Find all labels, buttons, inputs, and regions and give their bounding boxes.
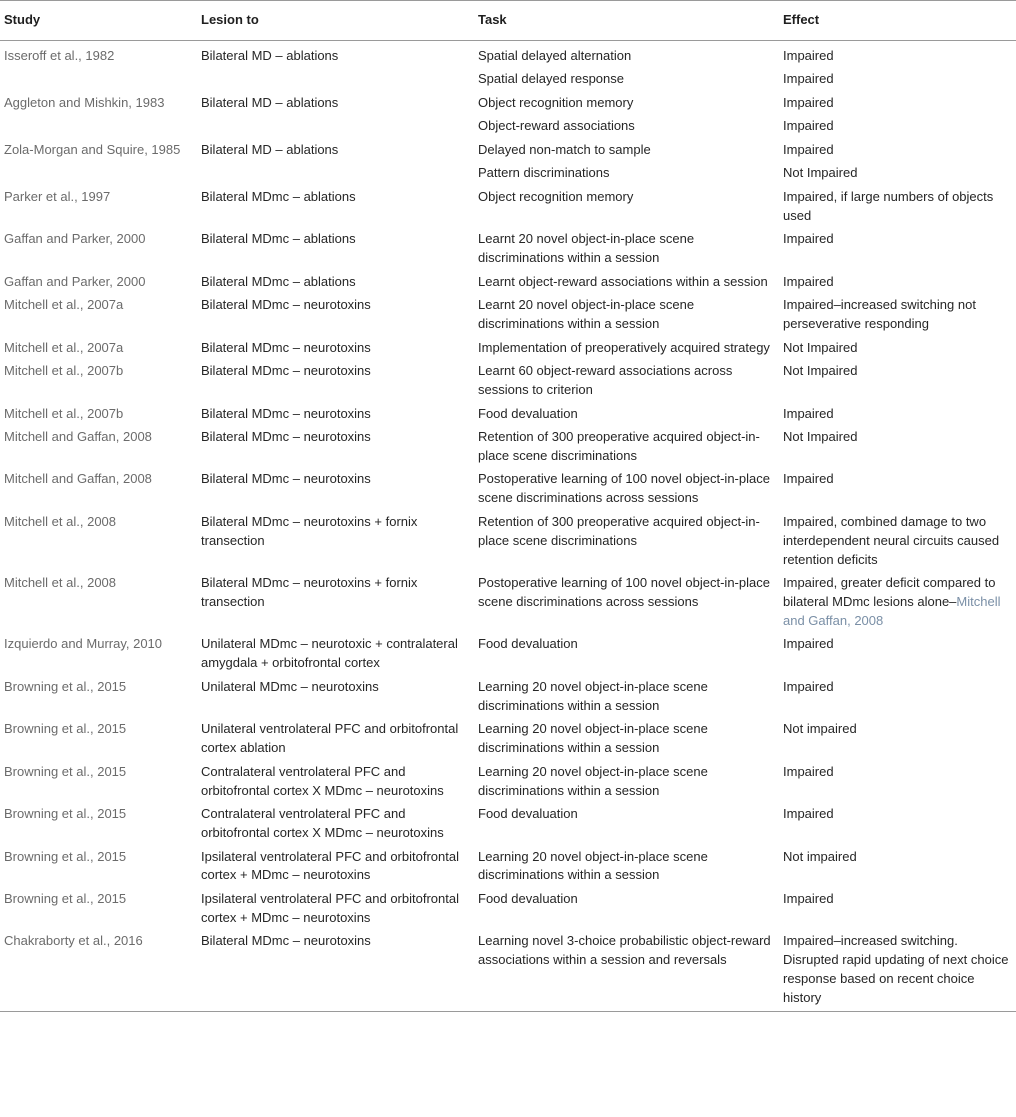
table-row	[0, 40, 1016, 68]
cell-task	[474, 228, 779, 270]
table-row	[0, 186, 1016, 228]
cell-effect	[779, 186, 1016, 228]
table-row	[0, 426, 1016, 468]
table-row	[0, 468, 1016, 510]
cell-effect	[779, 162, 1016, 186]
cell-effect	[779, 930, 1016, 1011]
cell-task-text: Learning 20 novel object-in-place scene discriminations within a session	[478, 848, 708, 883]
cell-effect-text: Impaired	[783, 141, 834, 157]
cell-study	[0, 426, 197, 468]
cell-task	[474, 337, 779, 361]
cell-lesion-text: Bilateral MD – ablations	[201, 141, 339, 157]
citation-link[interactable]: Mitchell and Gaffan, 2008	[783, 594, 1001, 628]
cell-study-text: Parker et al., 1997	[4, 188, 111, 204]
cell-effect	[779, 511, 1016, 572]
cell-lesion-text: Bilateral MDmc – ablations	[201, 188, 356, 204]
cell-lesion	[197, 633, 474, 675]
cell-lesion-text: Bilateral MD – ablations	[201, 47, 339, 63]
cell-task	[474, 294, 779, 336]
cell-effect	[779, 718, 1016, 760]
cell-study-text: Browning et al., 2015	[4, 806, 127, 822]
cell-effect	[779, 92, 1016, 116]
cell-lesion-text: Contralateral ventrolateral PFC and orbitofrontal cortex X MDmc – neurotoxins	[201, 763, 444, 798]
cell-study-text: Aggleton and Mishkin, 1983	[4, 94, 165, 110]
cell-lesion-text: Bilateral MD – ablations	[201, 94, 339, 110]
cell-task-text: Spatial delayed alternation	[478, 47, 632, 63]
cell-task	[474, 718, 779, 760]
cell-study	[0, 228, 197, 270]
cell-effect	[779, 888, 1016, 930]
cell-study-text: Chakraborty et al., 2016	[4, 933, 143, 949]
table-row	[0, 572, 1016, 633]
cell-study	[0, 271, 197, 295]
cell-study	[0, 888, 197, 930]
cell-task-text: Learnt object-reward associations within a session	[478, 273, 768, 289]
cell-task-text: Learning 20 novel object-in-place scene discriminations within a session	[478, 763, 708, 798]
table-row	[0, 115, 1016, 139]
cell-task	[474, 468, 779, 510]
cell-study-text: Mitchell et al., 2007b	[4, 405, 124, 421]
cell-task-text: Retention of 300 preoperative acquired object-in-place scene discriminations	[478, 429, 760, 463]
cell-effect	[779, 360, 1016, 402]
cell-effect-text: Impaired–increased switching not perseverative responding	[783, 297, 976, 332]
cell-task-text: Food devaluation	[478, 636, 578, 652]
cell-task-text: Food devaluation	[478, 890, 578, 906]
cell-task-text: Implementation of preoperatively acquired strategy	[478, 339, 770, 355]
cell-task	[474, 162, 779, 186]
cell-lesion	[197, 294, 474, 336]
cell-effect-text: Impaired, if large numbers of objects used	[783, 188, 994, 223]
cell-study-text: Browning et al., 2015	[4, 678, 127, 694]
cell-effect	[779, 572, 1016, 633]
cell-task	[474, 930, 779, 1011]
cell-lesion-text: Bilateral MDmc – neurotoxins	[201, 405, 371, 421]
cell-study	[0, 360, 197, 402]
cell-lesion	[197, 888, 474, 930]
cell-study-text: Isseroff et al., 1982	[4, 47, 115, 63]
cell-task-text: Learnt 20 novel object-in-place scene discriminations within a session	[478, 231, 695, 266]
cell-effect-text: Impaired	[783, 118, 834, 134]
cell-lesion	[197, 572, 474, 633]
cell-lesion	[197, 511, 474, 572]
table-row	[0, 761, 1016, 803]
cell-lesion	[197, 115, 474, 139]
cell-lesion-text: Ipsilateral ventrolateral PFC and orbitofrontal cortex + MDmc – neurotoxins	[201, 848, 459, 883]
cell-task-text: Postoperative learning of 100 novel object-in-place scene discriminations across sessions	[478, 471, 770, 506]
cell-task-text: Food devaluation	[478, 806, 578, 822]
cell-effect	[779, 403, 1016, 427]
cell-effect	[779, 426, 1016, 468]
cell-study	[0, 930, 197, 1011]
header-study: Study	[4, 12, 41, 27]
cell-lesion	[197, 360, 474, 402]
cell-lesion	[197, 68, 474, 92]
cell-effect-text: Impaired	[783, 890, 834, 906]
cell-effect	[779, 271, 1016, 295]
cell-task	[474, 426, 779, 468]
cell-task	[474, 888, 779, 930]
table-row	[0, 930, 1016, 1011]
cell-study	[0, 68, 197, 92]
cell-task-text: Object recognition memory	[478, 188, 634, 204]
cell-lesion	[197, 228, 474, 270]
cell-effect-text: Not Impaired	[783, 339, 858, 355]
cell-effect	[779, 294, 1016, 336]
cell-lesion	[197, 803, 474, 845]
cell-task-text: Object-reward associations	[478, 118, 635, 134]
cell-effect-text: Impaired	[783, 231, 834, 247]
cell-task	[474, 676, 779, 718]
table-body	[0, 40, 1016, 1011]
cell-effect-text: Not impaired	[783, 721, 857, 737]
cell-lesion	[197, 426, 474, 468]
cell-lesion	[197, 403, 474, 427]
cell-study	[0, 718, 197, 760]
cell-lesion	[197, 930, 474, 1011]
cell-study	[0, 846, 197, 888]
cell-study	[0, 294, 197, 336]
cell-lesion	[197, 162, 474, 186]
cell-effect-text: Impaired	[783, 806, 834, 822]
table-row	[0, 511, 1016, 572]
table-row	[0, 228, 1016, 270]
cell-lesion-text: Contralateral ventrolateral PFC and orbitofrontal cortex X MDmc – neurotoxins	[201, 806, 444, 840]
cell-study	[0, 40, 197, 68]
cell-task	[474, 803, 779, 845]
cell-task-text: Learning 20 novel object-in-place scene discriminations within a session	[478, 678, 708, 713]
cell-task	[474, 68, 779, 92]
cell-effect-text: Impaired	[783, 678, 834, 694]
cell-effect-text: Impaired–increased switching. Disrupted rapid updating of next choice response based on recent choice history	[783, 933, 1009, 1006]
cell-effect	[779, 115, 1016, 139]
cell-study-text: Zola-Morgan and Squire, 1985	[4, 141, 181, 157]
cell-task	[474, 92, 779, 116]
cell-lesion-text: Bilateral MDmc – neurotoxins	[201, 363, 371, 379]
header-row	[0, 1, 1016, 41]
cell-task-text: Learning 20 novel object-in-place scene discriminations within a session	[478, 721, 708, 756]
cell-lesion	[197, 337, 474, 361]
cell-lesion-text: Bilateral MDmc – neurotoxins + fornix transection	[201, 513, 418, 548]
table-row	[0, 718, 1016, 760]
cell-task-text: Spatial delayed response	[478, 71, 624, 87]
header-lesion: Lesion to	[201, 12, 259, 27]
cell-study-text: Gaffan and Parker, 2000	[4, 231, 146, 247]
cell-study-text: Mitchell and Gaffan, 2008	[4, 429, 152, 445]
cell-study	[0, 511, 197, 572]
table-header	[0, 1, 1016, 41]
cell-study	[0, 572, 197, 633]
cell-study	[0, 468, 197, 510]
cell-lesion-text: Ipsilateral ventrolateral PFC and orbitofrontal cortex + MDmc – neurotoxins	[201, 890, 459, 925]
cell-study	[0, 92, 197, 116]
cell-study-text: Gaffan and Parker, 2000	[4, 273, 146, 289]
cell-effect-text: Impaired	[783, 763, 834, 779]
cell-lesion	[197, 676, 474, 718]
cell-effect-text: Impaired	[783, 405, 834, 421]
cell-task-text: Learning novel 3-choice probabilistic object-reward associations within a session and reversals	[478, 933, 771, 968]
cell-task	[474, 511, 779, 572]
cell-effect-text: Impaired	[783, 71, 834, 87]
table-row	[0, 360, 1016, 402]
cell-task	[474, 40, 779, 68]
cell-effect-text: Not Impaired	[783, 363, 858, 379]
table-row	[0, 162, 1016, 186]
cell-study	[0, 186, 197, 228]
cell-study-text: Browning et al., 2015	[4, 848, 127, 864]
cell-task	[474, 403, 779, 427]
table-row	[0, 337, 1016, 361]
table-row	[0, 271, 1016, 295]
cell-lesion-text: Unilateral ventrolateral PFC and orbitofrontal cortex ablation	[201, 721, 459, 756]
cell-effect	[779, 139, 1016, 163]
cell-effect-text: Impaired, combined damage to two interdependent neural circuits caused retention deficits	[783, 513, 1000, 567]
cell-lesion-text: Bilateral MDmc – neurotoxins	[201, 471, 371, 487]
cell-lesion-text: Bilateral MDmc – ablations	[201, 231, 356, 247]
table-row	[0, 803, 1016, 845]
cell-study	[0, 337, 197, 361]
cell-study-text: Izquierdo and Murray, 2010	[4, 636, 163, 652]
cell-effect	[779, 337, 1016, 361]
cell-study-text: Mitchell and Gaffan, 2008	[4, 471, 152, 487]
cell-effect-text: Impaired, greater deficit compared to bilateral MDmc lesions alone–	[783, 575, 996, 610]
cell-effect-text: Impaired	[783, 636, 834, 652]
cell-study	[0, 403, 197, 427]
cell-effect-text: Impaired	[783, 94, 834, 110]
cell-lesion	[197, 271, 474, 295]
cell-effect	[779, 40, 1016, 68]
cell-effect-text: Not Impaired	[783, 429, 858, 445]
cell-task-text: Learnt 60 object-reward associations across sessions to criterion	[478, 363, 733, 398]
table-row	[0, 676, 1016, 718]
cell-lesion-text: Bilateral MDmc – neurotoxins	[201, 339, 371, 355]
cell-study-text: Mitchell et al., 2008	[4, 575, 117, 591]
cell-lesion-text: Bilateral MDmc – neurotoxins	[201, 297, 371, 313]
header-effect: Effect	[783, 12, 820, 27]
table-row	[0, 403, 1016, 427]
cell-lesion-text: Bilateral MDmc – ablations	[201, 273, 356, 289]
cell-effect-text: Impaired	[783, 273, 834, 289]
cell-effect-text: Impaired	[783, 471, 834, 487]
cell-lesion	[197, 92, 474, 116]
cell-study-text: Browning et al., 2015	[4, 890, 127, 906]
cell-study-text: Browning et al., 2015	[4, 763, 127, 779]
cell-lesion-text: Unilateral MDmc – neurotoxic + contralateral amygdala + orbitofrontal cortex	[201, 636, 458, 671]
table-row	[0, 139, 1016, 163]
cell-lesion	[197, 40, 474, 68]
cell-effect	[779, 468, 1016, 510]
cell-lesion-text: Bilateral MDmc – neurotoxins	[201, 429, 371, 445]
cell-task	[474, 846, 779, 888]
cell-effect	[779, 761, 1016, 803]
cell-effect-text: Not impaired	[783, 848, 857, 864]
cell-effect	[779, 633, 1016, 675]
cell-study	[0, 139, 197, 163]
cell-study	[0, 676, 197, 718]
cell-effect	[779, 228, 1016, 270]
cell-study-text: Mitchell et al., 2007a	[4, 297, 124, 313]
cell-study-text: Mitchell et al., 2007b	[4, 363, 124, 379]
table-row	[0, 294, 1016, 336]
cell-study-text: Mitchell et al., 2007a	[4, 339, 124, 355]
cell-lesion	[197, 468, 474, 510]
cell-lesion-text: Bilateral MDmc – neurotoxins + fornix transection	[201, 575, 418, 610]
cell-task-text: Delayed non-match to sample	[478, 141, 651, 157]
cell-task	[474, 271, 779, 295]
cell-task-text: Object recognition memory	[478, 94, 634, 110]
cell-study-text: Browning et al., 2015	[4, 721, 127, 737]
table-row	[0, 68, 1016, 92]
cell-lesion	[197, 718, 474, 760]
header-task: Task	[478, 12, 507, 27]
cell-task	[474, 761, 779, 803]
cell-study-text: Mitchell et al., 2008	[4, 513, 117, 529]
cell-lesion	[197, 761, 474, 803]
cell-effect	[779, 68, 1016, 92]
table-row	[0, 92, 1016, 116]
cell-effect	[779, 676, 1016, 718]
cell-effect	[779, 846, 1016, 888]
cell-study	[0, 761, 197, 803]
cell-task-text: Food devaluation	[478, 405, 578, 421]
cell-task	[474, 139, 779, 163]
cell-lesion-text: Bilateral MDmc – neurotoxins	[201, 933, 371, 949]
table-row	[0, 888, 1016, 930]
cell-study	[0, 162, 197, 186]
cell-effect-text: Impaired	[783, 47, 834, 63]
cell-lesion	[197, 186, 474, 228]
cell-effect	[779, 803, 1016, 845]
table-row	[0, 633, 1016, 675]
table-row	[0, 846, 1016, 888]
cell-task	[474, 186, 779, 228]
cell-effect-text: Not Impaired	[783, 165, 858, 181]
cell-study	[0, 633, 197, 675]
cell-study	[0, 803, 197, 845]
cell-task-text: Retention of 300 preoperative acquired object-in-place scene discriminations	[478, 513, 760, 548]
cell-lesion-text: Unilateral MDmc – neurotoxins	[201, 678, 379, 694]
cell-task-text: Pattern discriminations	[478, 165, 610, 181]
cell-lesion	[197, 846, 474, 888]
cell-task	[474, 360, 779, 402]
cell-task	[474, 115, 779, 139]
cell-study	[0, 115, 197, 139]
cell-task	[474, 572, 779, 633]
cell-lesion	[197, 139, 474, 163]
cell-task	[474, 633, 779, 675]
cell-task-text: Learnt 20 novel object-in-place scene discriminations within a session	[478, 297, 695, 332]
cell-task-text: Postoperative learning of 100 novel object-in-place scene discriminations across sessions	[478, 575, 770, 610]
